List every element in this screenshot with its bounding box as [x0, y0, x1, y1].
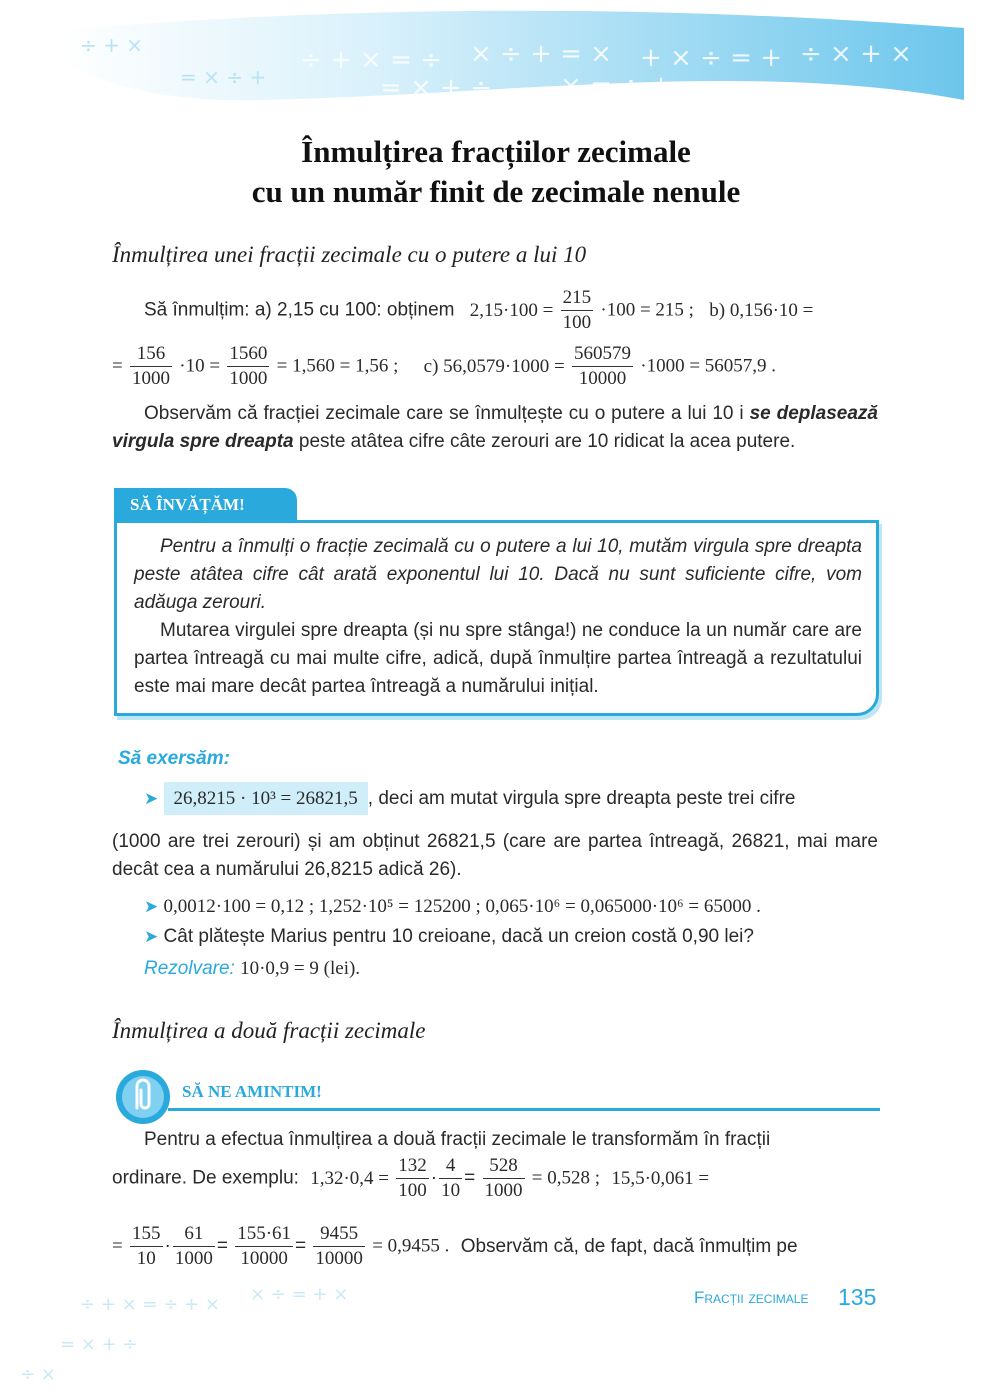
- svg-text:× = ÷ +: × = ÷ +: [560, 71, 672, 101]
- svg-text:= × + ÷: = × + ÷: [380, 73, 492, 103]
- paperclip-icon: [114, 1068, 172, 1126]
- remind-paragraph: Pentru a efectua înmulțirea a două fracții zecimale le transformăm în fracții: [144, 1129, 771, 1150]
- arrow-bullet-icon: ➤: [144, 927, 159, 946]
- arrow-bullet-icon: ➤: [144, 897, 159, 916]
- fraction-528-1000: $\frac{528}{1000}$: [484, 1155, 523, 1201]
- example-a-lhs: 2,15·100 =: [469, 299, 554, 321]
- example-b-lhs: b) 0,156·10 =: [709, 299, 814, 321]
- emphasis-text: se deplasează virgula spre dreapta: [112, 403, 879, 452]
- chapter-label: Fracții zecimale: [694, 1288, 809, 1307]
- fraction-9455-10000: $\frac{9455}{10000}$: [315, 1223, 363, 1269]
- learn-explanation: Mutarea virgulei spre dreapta (și nu spre stânga!) ne conduce la un număr care are partea întreagă cu mai multe cifre, adică, după înmulțire partea întreagă a rezultatului este mai mare decât partea întreagă a numărului inițial.: [134, 620, 862, 697]
- example-c-result: ·1000 = 56057,9 .: [640, 355, 777, 377]
- fraction-156-1000: $\frac{156}{1000}$: [132, 343, 170, 389]
- learn-rule: Pentru a înmulți o fracție zecimală cu o putere a lui 10, mutăm virgula spre dreapta peste atâtea cifre cât arată exponentul lui 10. Dacă nu sunt suficiente cifre, vom adăuga zerouri.: [134, 536, 862, 613]
- learn-box-tab: SĂ ÎNVĂȚĂM!: [114, 488, 297, 522]
- math-symbols-banner: [0, 0, 992, 130]
- example-a-result: ·100 = 215 ;: [600, 299, 694, 321]
- fraction-4-10: $\frac{4}{10}$: [441, 1155, 461, 1201]
- section-heading-powers: Înmulțirea unei fracții zecimale cu o putere a lui 10: [112, 242, 587, 267]
- svg-text:= × ÷ +: = × ÷ +: [180, 65, 267, 89]
- example-b-result: = 1,560 = 1,56 ;: [276, 355, 399, 377]
- practice-heading: Să exersăm:: [118, 748, 230, 769]
- arrow-bullet-icon: ➤: [144, 789, 159, 808]
- practice-item-2: ➤ 0,0012·100 = 0,12 ; 1,252·10⁵ = 125200 ; 0,065·10⁶ = 0,065000·10⁶ = 65000 .: [144, 896, 761, 917]
- practice-item-1-continuation: (1000 are trei zerouri) și am obținut 26821,5 (care are partea întreagă, 26821, mai mare decât cea a numărului 26,8215 adică 26).: [112, 831, 878, 880]
- page-number: 135: [838, 1284, 877, 1310]
- example-line-2: = $\frac{156}{1000}$ ·10 = $\frac{1560}{1000}$ = 1,560 = 1,56 ; c) 56,0579·1000 = $\frac{560579}{10000}$ ·1000 = 56057,9 .: [112, 343, 777, 389]
- page-title: [0, 132, 992, 212]
- solution-label: Rezolvare:: [144, 958, 235, 979]
- fraction-132-100: $\frac{132}{100}$: [398, 1155, 427, 1201]
- practice-item-3: ➤ Cât plătește Marius pentru 10 creioane, dacă un creion costă 0,90 lei?: [144, 926, 754, 947]
- svg-text:÷ + × = ÷: ÷ + × = ÷: [300, 45, 442, 75]
- example-intro: Să înmulțim: a) 2,15 cu 100: obținem: [144, 299, 455, 321]
- title-line-2: cu un număr finit de zecimale nenule: [251, 174, 741, 209]
- svg-text:× ÷ + = ×: × ÷ + = ×: [470, 39, 612, 69]
- practice-item-1: ➤ 26,8215 · 10³ = 26821,5 , deci am mutat virgula spre dreapta peste trei cifre: [144, 788, 795, 810]
- title-line-1: Înmulțirea fracțiilor zecimale: [301, 134, 691, 169]
- fraction-1560-1000: $\frac{1560}{1000}$: [229, 343, 268, 389]
- fraction-61-1000: $\frac{61}{1000}$: [174, 1223, 213, 1269]
- observation-paragraph: Observăm că fracției zecimale care se înmulțește cu o putere a lui 10 i se deplasează virgula spre dreapta peste atâtea cifre câte zerouri are 10 ridicat la acea putere.: [112, 403, 879, 452]
- fraction-560579-10000: $\frac{560579}{10000}$: [573, 343, 631, 389]
- svg-text:+ × ÷ = +: + × ÷ = +: [640, 43, 782, 73]
- svg-text:× ÷ = + ×: × ÷ = + ×: [250, 1284, 349, 1305]
- example-line-1: [144, 286, 813, 335]
- svg-text:÷ + × = ÷ + ×: ÷ + × = ÷ + ×: [80, 1294, 220, 1315]
- math-symbols-footer: [0, 1270, 560, 1389]
- section-heading-two-decimals: Înmulțirea a două fracții zecimale: [112, 1018, 426, 1043]
- learn-box-content: [134, 533, 862, 701]
- fraction-155-10: $\frac{155}{10}$: [132, 1223, 161, 1269]
- remind-example-line-1: ordinare. De exemplu: 1,32·0,4 = $\frac{132}{100}$ · $\frac{4}{10}$ = $\frac{528}{1000}$ = 0,528 ; 15,5·0,061 =: [112, 1155, 710, 1201]
- svg-text:÷ ×: ÷ ×: [20, 1364, 56, 1385]
- fraction-215-100: $\frac{215}{100}$: [562, 287, 592, 333]
- highlighted-expression: 26,8215 · 10³ = 26821,5: [164, 782, 368, 815]
- svg-text:÷ + ×: ÷ + ×: [80, 33, 143, 57]
- svg-text:= × + ÷: = × + ÷: [60, 1334, 138, 1355]
- example-c-lhs: c) 56,0579·1000 =: [423, 355, 565, 377]
- remind-title: SĂ NE AMINTIM!: [182, 1082, 322, 1101]
- svg-text:÷ × + ×: ÷ × + ×: [800, 39, 912, 69]
- remind-divider: [168, 1108, 880, 1111]
- practice-solution: Rezolvare: 10·0,9 = 9 (lei).: [144, 958, 361, 979]
- fraction-155x61-10000: $\frac{155\cdot 61}{10000}$: [237, 1223, 292, 1269]
- remind-example-line-2: = $\frac{155}{10}$ · $\frac{61}{1000}$ = $\frac{155\cdot 61}{10000}$ = $\frac{9455}{10000}$ = 0,9455 . Observăm că, de fapt, dacă înmulțim pe: [112, 1223, 798, 1269]
